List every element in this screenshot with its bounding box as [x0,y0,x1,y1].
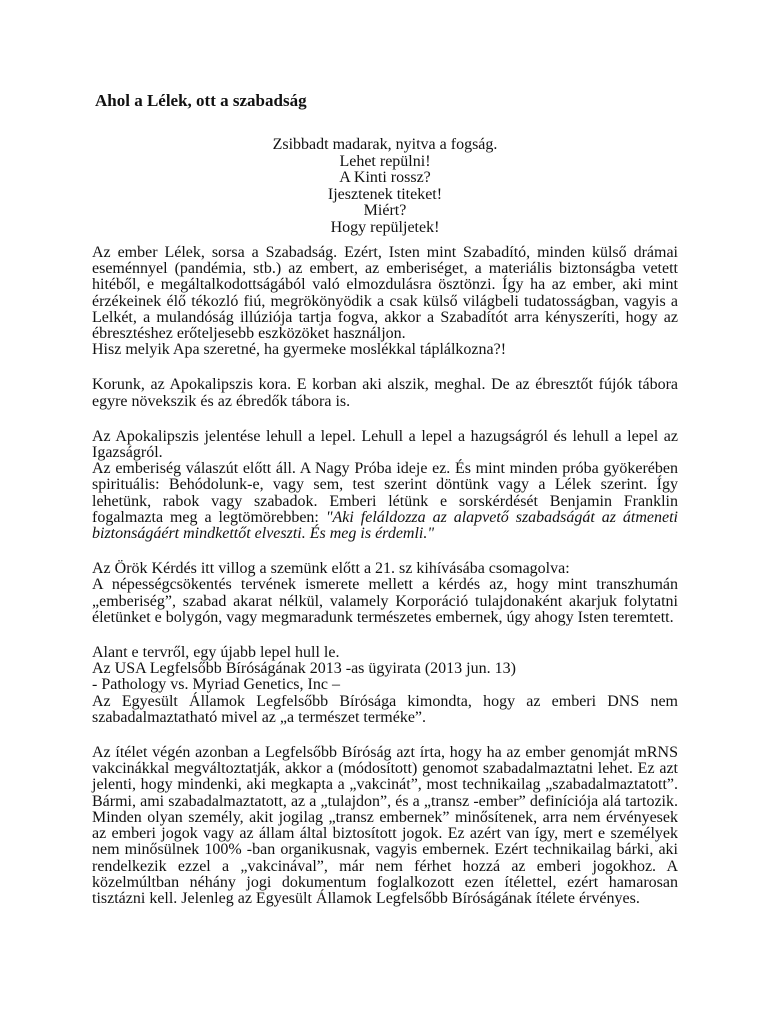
paragraph-text: Az emberiség válaszút előtt áll. A Nagy Próba ideje ez. És mint minden próba gyökerében spirituális: Behódolunk-e, vagy sem, test szerint döntünk vagy a Lélek szerint. Így lehetünk, rabok vagy szabadok. Emberi létünk e sorskérdését Benjamin Franklin fogalmazta meg a legtömörebben: [92,460,678,526]
paragraph-line: Alant e tervről, egy újabb lepel hull le. [92,644,340,662]
paragraph-korunk: Korunk, az Apokalipszis kora. E korban aki alszik, meghal. De az ébresztőt fújók tábora egyre növekszik és az ébredők tábora is. [92,376,678,410]
body-text [92,245,678,926]
poem-line: A Kinti rossz? [339,169,431,186]
paragraph-text: Az Örök Kérdés itt villog a szemünk előtt a 21. sz kihívásába csomagolva: [92,560,570,578]
paragraph-apokalipszis [92,429,678,542]
paragraph-text: A népességcsökentés tervének ismerete mellett a kérdés az, hogy mint transzhumán „emberiség”, szabad akarat nélkül, valamely Korporáció tulajdonaként akarjuk folytatni életünket e bolygón, vagy megmaradunk természetes embernek, úgy ahogy Isten teremtett. [92,576,678,626]
paragraph-text: Hisz melyik Apa szeretné, ha gyermeke moslékkal táplálkozna?! [92,341,507,359]
poem [92,137,678,236]
paragraph-line: Az USA Legfelsőbb Bíróságának 2013 -as ügyirata (2013 jun. 13) [92,660,516,678]
paragraph-itelet: Az ítélet végén azonban a Legfelsőbb Bíróság azt írta, hogy ha az ember genomját mRNS vakcinákkal megváltoztatják, akkor a (módosított) genomot szabadalmaztatni lehet. Ez azt jelenti, hogy mindenki, aki megkapta a „vakcinát”, most technikailag „szabadalmaztatott”. Bármi, ami szabadalmaztatott, az a „tulajdon”, és a „transz -ember” definíciója alá tartozik. Minden olyan személy, akit jogilag „transz embernek” minősítenek, arra nem érvényesek az emberi jogok vagy az állam által biztosított jogok. Ez azért van így, mert e személyek nem minősülnek 100% -ban organikusnak, vagyis embernek. Ezért technikailag bárki, aki rendelkezik ezzel a „vakcinával”, már nem férhet hozzá az emberi jogokhoz. A közelmúltban néhány jogi dokumentum foglalkozott ezen ítélettel, ezért hamarosan tisztázni kell. Jelenleg az Egyesült Államok Legfelsőbb Bíróságának ítélete érvényes. [92,744,678,907]
paragraph-line: - Pathology vs. Myriad Genetics, Inc – [92,676,340,694]
poem-line: Zsibbadt madarak, nyitva a fogság. [272,136,498,153]
poem-line: Miért? [363,202,407,219]
poem-line: Hogy repüljetek! [330,218,440,236]
paragraph-lelek [92,245,678,358]
paragraph-orok-kerdes [92,561,678,626]
franklin-quote: "Aki feláldozza az alapvető szabadságát az átmeneti biztonságáért mindkettőt elveszti. És meg is érdemli." [92,508,679,543]
paragraph-text: Az Egyesült Államok Legfelsőbb Bírósága kimondta, hogy az emberi DNS nem szabadalmaztatható mivel az „a természet terméke”. [92,692,678,726]
document-title: Ahol a Lélek, ott a szabadság [95,91,307,110]
paragraph-text: Az Apokalipszis jelentése lehull a lepel. Lehull a lepel a hazugságról és lehull a lepel az Igazságról. [92,427,678,462]
poem-line: Lehet repülni! [339,152,431,170]
paragraph-dns-ruling [92,645,678,726]
poem-line: Ijesztenek titeket! [327,185,443,203]
paragraph-text: Az ember Lélek, sorsa a Szabadság. Ezért, Isten mint Szabadító, minden külső drámai eseménnyel (pandémia, stb.) az embert, az emberiséget, a materiális biztonságba vetett hitéből, e megáltalkodottságából való elmozdulásra ösztönzi. Így ha az ember, aki mint érzékeinek élő tékozló fiú, megrökönyödik a csak külső világbeli tudatosságban, vagyis a Lelkét, a mulandóság illúziója tartja fogva, akkor a Szabadítót arra kényszeríti, hogy az ébresztéshez erőteljesebb eszközöket használjon. [92,244,678,343]
